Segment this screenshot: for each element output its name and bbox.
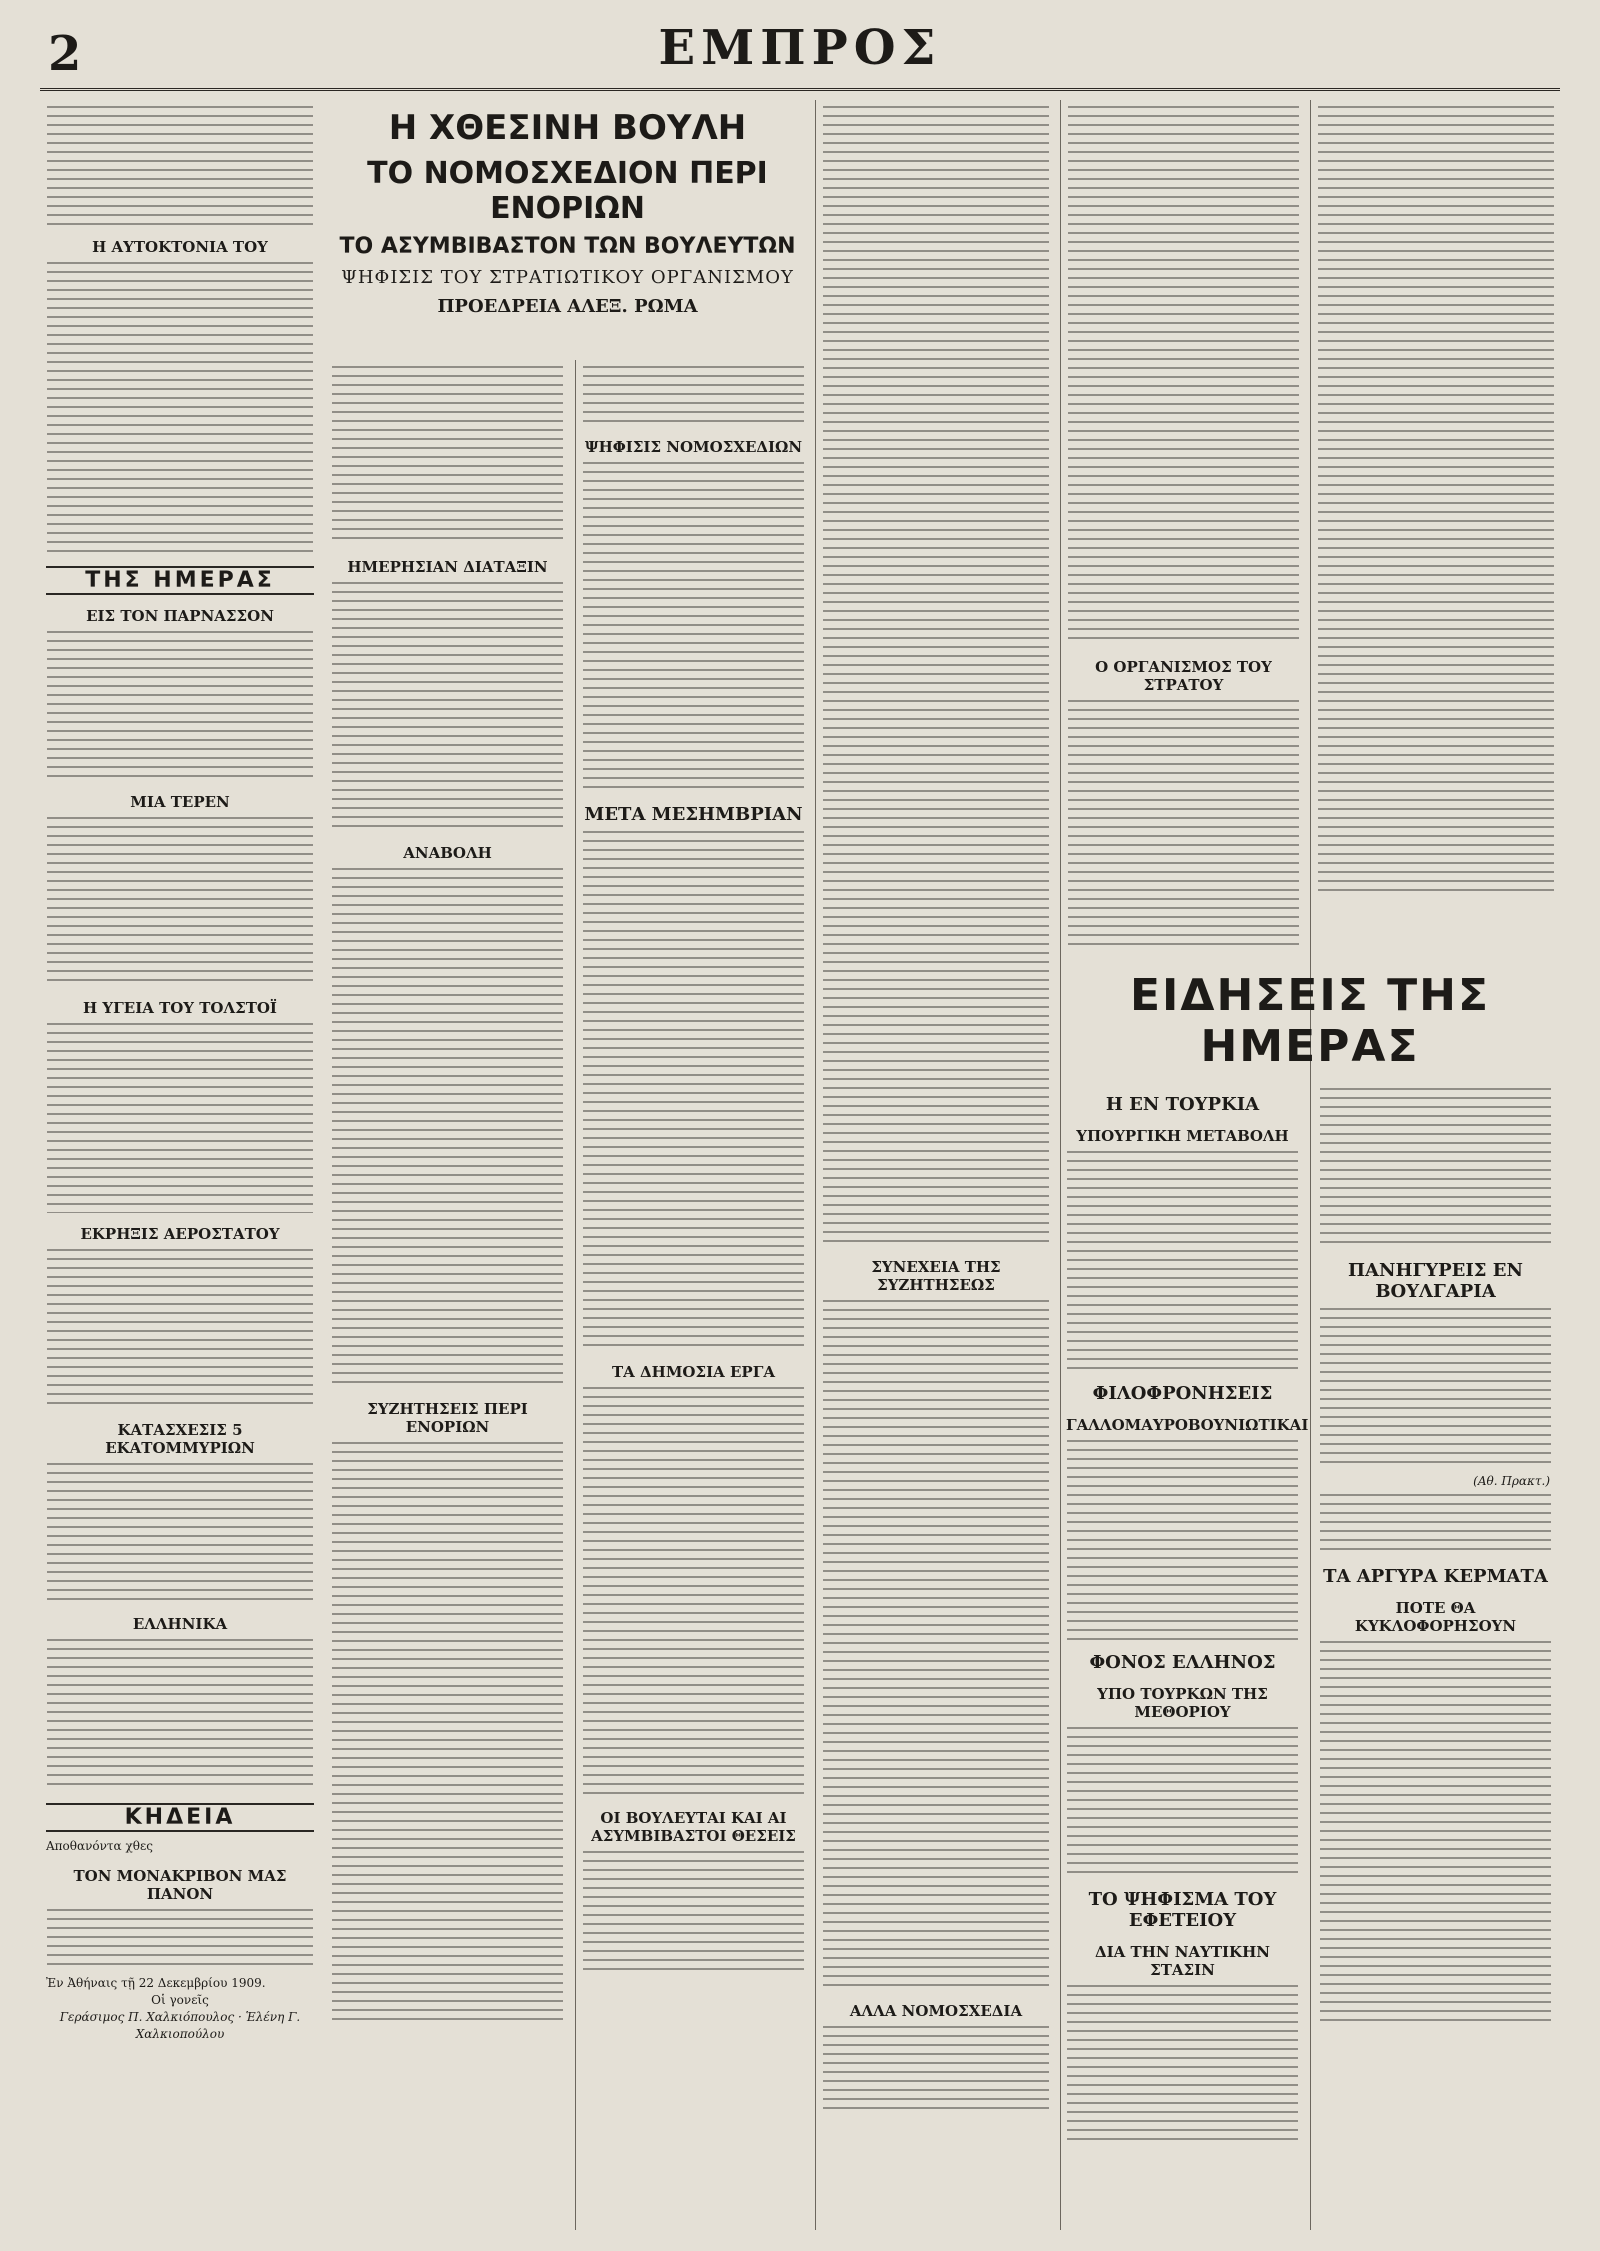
text-block: [47, 1249, 313, 1409]
news-of-day-title: ΕΙΔΗΣΕΙΣ ΤΗΣ ΗΜΕΡΑΣ: [1129, 970, 1491, 1072]
banner-proedria: ΠΡΟΕΔΡΕΙΑ ΑΛΕΞ. ΡΩΜΑ: [437, 296, 698, 317]
text-block: [1320, 1494, 1551, 1554]
text-block: [1067, 1727, 1298, 1877]
text-block: [823, 2026, 1049, 2116]
heading-naftikin: ΔΙΑ ΤΗΝ ΝΑΥΤΙΚΗΝ ΣΤΑΣΙΝ: [1095, 1943, 1270, 1979]
news-columns: [1060, 1082, 1560, 2151]
text-block: [47, 1909, 313, 1969]
heading-tis-imeras: ΤΗΣ ΗΜΕΡΑΣ: [46, 566, 314, 595]
text-block: [823, 106, 1049, 1246]
parliament-banner: [325, 100, 810, 317]
signature-athens-press: (Αθ. Πρακτ.): [1473, 1474, 1550, 1488]
text-block: [1068, 106, 1299, 646]
column-2: [325, 360, 570, 2230]
heading-kideia: ΚΗΔΕΙΑ: [46, 1803, 314, 1832]
heading-ton-monakrivon: ΤΟΝ ΜΟΝΑΚΡΙΒΟΝ ΜΑΣ ΠΑΝΟΝ: [73, 1867, 287, 1903]
page-header: [40, 18, 1560, 91]
heading-synexeia: ΣΥΝΕΧΕΙΑ ΤΗΣ ΣΥΖΗΤΗΣΕΩΣ: [871, 1258, 1001, 1294]
text-block: [1320, 1308, 1551, 1468]
heading-parnasso: ΕΙΣ ΤΟΝ ΠΑΡΝΑΣΣΟΝ: [86, 607, 274, 625]
heading-fonos: ΦΟΝΟΣ ΕΛΛΗΝΟΣ: [1089, 1652, 1276, 1673]
text-block: [47, 262, 313, 552]
heading-argyra-kermata: ΤΑ ΑΡΓΥΡΑ ΚΕΡΜΑΤΑ: [1323, 1566, 1548, 1587]
heading-turkey-sub: ΥΠΟΥΡΓΙΚΗ ΜΕΤΑΒΟΛΗ: [1076, 1127, 1289, 1145]
heading-imerisia: ΗΜΕΡΗΣΙΑΝ ΔΙΑΤΑΞΙΝ: [347, 558, 548, 576]
kideia-goneis: Οἱ γονεῖς: [151, 1993, 209, 2007]
heading-alla-nomosxedia: ΑΛΛΑ ΝΟΜΟΣΧΕΔΙΑ: [849, 2002, 1023, 2020]
banner-psifisis: ΨΗΦΙΣΙΣ ΤΟΥ ΣΤΡΑΤΙΩΤΙΚΟΥ ΟΡΓΑΝΙΣΜΟΥ: [341, 267, 794, 288]
text-block: [332, 1442, 563, 2022]
heading-autoktonia: Η ΑΥΤΟΚΤΟΝΙΑ ΤΟΥ: [92, 238, 268, 256]
heading-ypo-tourkon: ΥΠΟ ΤΟΥΡΚΩΝ ΤΗΣ ΜΕΘΟΡΙΟΥ: [1097, 1685, 1268, 1721]
text-block: [47, 106, 313, 226]
text-block: [47, 1639, 313, 1789]
text-block: [1068, 700, 1299, 950]
heading-ygeia-tolstoi: Η ΥΓΕΙΑ ΤΟΥ ΤΟΛΣΤΟΪ: [83, 999, 277, 1017]
column-3: [575, 360, 811, 2230]
page-number: 2: [48, 26, 82, 82]
text-block: [1320, 1641, 1551, 2021]
heading-turkey: Η ΕΝ ΤΟΥΡΚΙΑ: [1105, 1094, 1260, 1115]
text-block: [583, 1387, 804, 1797]
text-block: [823, 1300, 1049, 1990]
heading-evaporon: ΕΚΡΗΞΙΣ ΑΕΡΟΣΤΑΤΟΥ: [80, 1225, 280, 1243]
heading-kataskesis: ΚΑΤΑΣΧΕΣΙΣ 5 ΕΚΑΤΟΜΜΥΡΙΩΝ: [105, 1421, 255, 1457]
news-left: [1060, 1082, 1309, 2151]
heading-mia-teren: ΜΙΑ ΤΕΡΕΝ: [130, 793, 230, 811]
heading-panimmyrai: ΠΑΝΗΓΥΡΕΙΣ ΕΝ ΒΟΥΛΓΑΡΙΑ: [1348, 1260, 1523, 1302]
banner-asymvivaston: ΤΟ ΑΣΥΜΒΙΒΑΣΤΟΝ ΤΩΝ ΒΟΥΛΕΥΤΩΝ: [339, 234, 796, 259]
text-block: [47, 817, 313, 987]
text-block: [1067, 1985, 1298, 2145]
text-block: [583, 831, 804, 1351]
text-block: [583, 1851, 804, 1971]
text-block: [583, 462, 804, 792]
column-1: [40, 100, 320, 2230]
text-block: [1320, 1088, 1551, 1248]
text-block: [47, 631, 313, 781]
text-block: [1067, 1151, 1298, 1371]
heading-psifisis-nomosxedion: ΨΗΦΙΣΙΣ ΝΟΜΟΣΧΕΔΙΩΝ: [584, 438, 803, 456]
heading-dimosia-erga: ΤΑ ΔΗΜΟΣΙΑ ΕΡΓΑ: [612, 1363, 775, 1381]
text-block: [47, 1463, 313, 1603]
news-of-day-section: [1060, 960, 1560, 2151]
news-right: [1313, 1082, 1558, 2151]
heading-filofronisis: ΦΙΛΟΦΡΟΝΗΣΕΙΣ: [1092, 1383, 1273, 1404]
text-block: [332, 868, 563, 1388]
text-block: [1067, 1440, 1298, 1640]
text-block: [583, 366, 804, 426]
heading-psifisma: ΤΟ ΨΗΦΙΣΜΑ ΤΟΥ ΕΦΕΤΕΙΟΥ: [1088, 1889, 1277, 1931]
text-block: [1318, 106, 1554, 896]
heading-meta-mesimvrian: ΜΕΤΑ ΜΕΣΗΜΒΡΙΑΝ: [584, 804, 803, 825]
content-area: [40, 100, 1560, 2230]
heading-galomavro: ΓΑΛΛΟΜΑΥΡΟΒΟΥΝΙΩΤΙΚΑΙ: [1066, 1416, 1309, 1434]
kideia-intro: Αποθανόντα χθες: [46, 1839, 153, 1853]
text-block: [47, 1023, 313, 1213]
banner-subtitle: ΤΟ ΝΟΜΟΣΧΕΔΙΟΝ ΠΕΡΙ ΕΝΟΡΙΩΝ: [367, 156, 768, 226]
text-block: [332, 366, 563, 546]
column-4: [815, 100, 1056, 2230]
masthead: ΕΜΠΡΟΣ: [658, 20, 942, 76]
kideia-names: Γεράσιμος Π. Χαλκιόπουλος · Ἑλένη Γ. Χαλκιοπούλου: [59, 2010, 301, 2041]
kideia-date: Ἐν Ἀθήναις τῇ 22 Δεκεμβρίου 1909.: [46, 1976, 266, 1990]
heading-anavoli: ΑΝΑΒΟΛΗ: [403, 844, 492, 862]
heading-ellinika: ΕΛΛΗΝΙΚΑ: [132, 1615, 228, 1633]
heading-kyklophoriseis: ΠΟΤΕ ΘΑ ΚΥΚΛΟΦΟΡΗΣΟΥΝ: [1354, 1599, 1517, 1635]
heading-syzitiseis: ΣΥΖΗΤΗΣΕΙΣ ΠΕΡΙ ΕΝΟΡΙΩΝ: [367, 1400, 528, 1436]
banner-title: Η ΧΘΕΣΙΝΗ ΒΟΥΛΗ: [388, 108, 747, 148]
text-block: [332, 582, 563, 832]
heading-organismos: Ο ΟΡΓΑΝΙΣΜΟΣ ΤΟΥ ΣΤΡΑΤΟΥ: [1095, 658, 1272, 694]
heading-vouleutai: ΟΙ ΒΟΥΛΕΥΤΑΙ ΚΑΙ ΑΙ ΑΣΥΜΒΙΒΑΣΤΟΙ ΘΕΣΕΙΣ: [591, 1809, 796, 1845]
